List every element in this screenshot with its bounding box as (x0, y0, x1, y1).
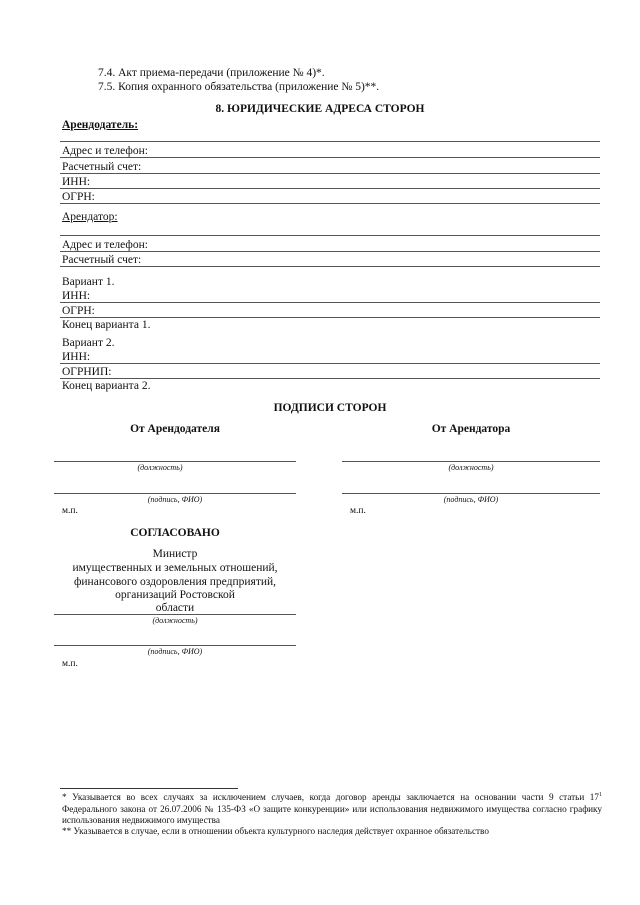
landlord-position-caption: (должность) (137, 463, 183, 472)
section-8-title: 8. ЮРИДИЧЕСКИЕ АДРЕСА СТОРОН (215, 103, 425, 115)
list-item-7-5: 7.5. Копия охранного обязательства (приложение № 5)**. (98, 81, 380, 93)
tenant-address-label: Адрес и телефон: (62, 239, 148, 251)
tenant-position-line (342, 461, 600, 462)
from-tenant-heading: От Арендатора (431, 423, 511, 435)
tenant-label: Арендатор: (62, 211, 118, 223)
tenant-stamp: м.п. (350, 506, 366, 516)
divider (60, 251, 600, 252)
variant-2-end: Конец варианта 2. (62, 380, 151, 392)
divider (60, 302, 600, 303)
footnote-1 (62, 790, 602, 827)
approved-position-line (54, 614, 296, 615)
approved-signature-caption: (подпись, ФИО) (147, 647, 203, 656)
divider (60, 235, 600, 236)
variant-2-inn: ИНН: (62, 351, 91, 363)
landlord-address-label: Адрес и телефон: (62, 145, 148, 157)
variant-1-inn: ИНН: (62, 290, 91, 302)
footnote-separator (60, 788, 238, 789)
approved-stamp: м.п. (62, 659, 78, 669)
divider (60, 266, 600, 267)
approved-title: СОГЛАСОВАНО (130, 527, 220, 539)
footnote-1-superscript: 1 (599, 792, 602, 798)
list-item-7-4: 7.4. Акт приема-передачи (приложение № 4)*. (98, 67, 325, 79)
landlord-label: Арендодатель: (62, 119, 139, 131)
divider (60, 157, 600, 158)
approved-position-caption: (должность) (152, 616, 198, 625)
landlord-ogrn-label: ОГРН: (62, 191, 95, 203)
variant-1-ogrn: ОГРН: (62, 305, 95, 317)
variant-2-ogrnip: ОГРНИП: (62, 366, 112, 378)
landlord-signature-caption: (подпись, ФИО) (147, 495, 203, 504)
minister-line-1: Министр (152, 548, 198, 560)
signatures-title: ПОДПИСИ СТОРОН (273, 402, 387, 414)
minister-line-5: области (155, 602, 195, 614)
tenant-signature-line (342, 493, 600, 494)
divider (60, 203, 600, 204)
divider (60, 188, 600, 189)
landlord-stamp: м.п. (62, 506, 78, 516)
divider (60, 173, 600, 174)
footnote-2: ** Указывается в случае, если в отношении объекта культурного наследия действует охранное обязательство (62, 826, 489, 836)
variant-2-label: Вариант 2. (62, 337, 115, 349)
minister-line-2: имущественных и земельных отношений, (72, 562, 278, 574)
landlord-signature-line (54, 493, 296, 494)
tenant-position-caption: (должность) (448, 463, 494, 472)
tenant-account-label: Расчетный счет: (62, 254, 142, 266)
approved-signature-line (54, 645, 296, 646)
landlord-position-line (54, 461, 296, 462)
footnote-1-text-a: * Указывается во всех случаях за исключением случаев, когда договор аренды заключается на основании части 9 статьи 17 (62, 792, 599, 803)
variant-1-end: Конец варианта 1. (62, 319, 151, 331)
divider (60, 141, 600, 142)
divider (60, 363, 600, 364)
from-landlord-heading: От Арендодателя (130, 423, 220, 435)
minister-line-4: организаций Ростовской (115, 589, 235, 601)
landlord-inn-label: ИНН: (62, 176, 91, 188)
tenant-signature-caption: (подпись, ФИО) (443, 495, 499, 504)
minister-line-3: финансового оздоровления предприятий, (73, 576, 277, 588)
variant-1-label: Вариант 1. (62, 276, 115, 288)
footnote-1-text-b: Федерального закона от 26.07.2006 № 135-ФЗ «О защите конкуренции» или использования недвижимого имущества согласно графику использования недвижимого имущества (62, 803, 602, 826)
landlord-account-label: Расчетный счет: (62, 161, 142, 173)
